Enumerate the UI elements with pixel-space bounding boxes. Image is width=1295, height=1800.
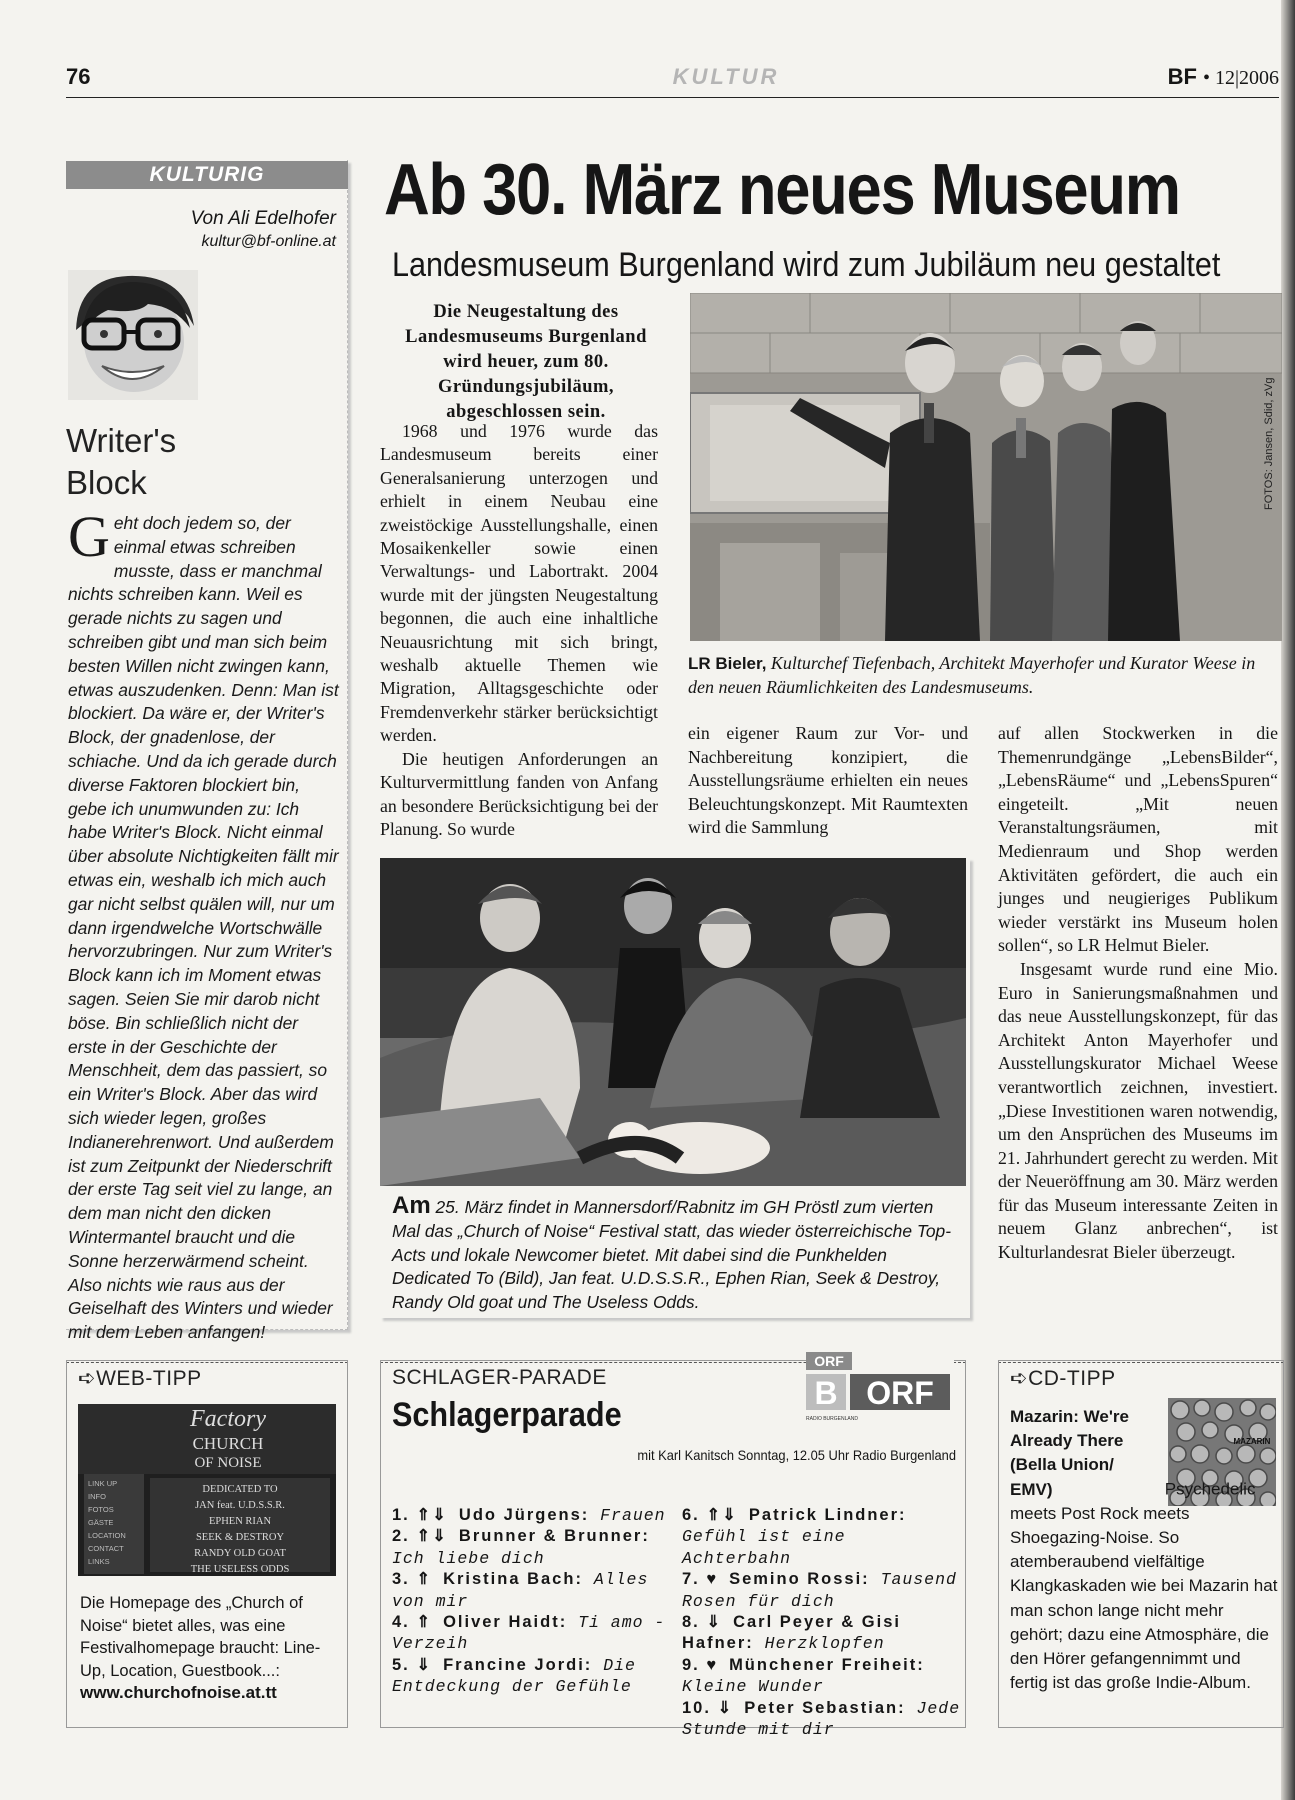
- chart-artist: Peter Sebastian:: [744, 1698, 906, 1717]
- column-text: [68, 504, 340, 1345]
- chart-entry: [392, 1655, 672, 1698]
- chart-entry: [682, 1505, 962, 1569]
- chart-rank: 2. ⇑⇓: [392, 1527, 448, 1546]
- column-body: eht doch jedem so, der einmal etwas schreiben musste, dass er manchmal nichts schreiben kann. Weil es gerade nichts zu sagen und schreiben gibt und man sich beim besten Willen nicht zwingen kann, etwas auszudenken. Denn: Man ist blockiert. Da wäre er, der Writer's Block, der gnadenlose, der schiache. Und da ich gerade durch diverse Faktoren blockiert bin, gebe ich unumwunden zu: Ich habe Writer's Block. Nicht einmal über absolute Nichtigkeiten fällt mir etwas ein, weshalb ich mich auch gar nicht selbst quälen will, nur um dann irgendwelche Wortschwälle hervorzubringen. Nur zum Writer's Block kann ich im Moment etwas sagen. Seien Sie mir darob nicht böse. Bin schließlich nicht der erste in der Geschichte der Menschheit, dem das passiert, so ein Writer's Block. Aber das wird sich wieder legen, großes Indianerehrenwort. Und außerdem ist zum Zeitpunkt der Niederschrift der erste Tag seit viel zu lange, an dem man nicht den dicken Wintermantel braucht und die Sonne herzerwärmend scheint. Also nichts wie raus aus der Geiselhaft des Winters und wieder mit dem Leben anfangen!: [68, 513, 339, 1343]
- dropcap: G: [68, 504, 110, 569]
- page-header: [66, 62, 1279, 98]
- article-headline: Ab 30. März neues Museum: [384, 150, 1180, 230]
- caption1-text: Kulturchef Tiefenbach, Architekt Mayerhofer und Kurator Weese in den neuen Räumlichkeiten des Landesmuseums.: [688, 653, 1256, 697]
- chart-entry: [392, 1526, 672, 1569]
- web-image-factory: Factory: [190, 1406, 266, 1432]
- web-menu-2: FOTOS: [88, 1505, 114, 1514]
- web-image-church: CHURCH: [192, 1434, 264, 1453]
- chart-entry: [682, 1698, 962, 1741]
- chart-rank: 1. ⇑⇓: [392, 1506, 448, 1524]
- web-menu-1: INFO: [88, 1492, 106, 1501]
- cd-tipp-text: [1010, 1405, 1278, 1695]
- column-title: [66, 420, 336, 504]
- article-subhead: Landesmuseum Burgenland wird zum Jubiläum neu gestaltet: [392, 246, 1221, 284]
- album-cover-title: MAZARIN: [1233, 1437, 1271, 1446]
- orf-logo-small: RADIO BURGENLAND: [806, 1416, 858, 1422]
- web-lineup-5: THE USELESS ODDS: [190, 1564, 290, 1575]
- chart-entry: [682, 1569, 962, 1612]
- chart-artist: Semino Rossi:: [729, 1570, 870, 1589]
- chart-rank: 10. ⇓: [682, 1698, 734, 1717]
- chart-artist: Francine Jordi:: [443, 1655, 593, 1674]
- chart-song: Ti amo - Verzeih: [392, 1613, 666, 1654]
- issue-number: 12|2006: [1214, 67, 1279, 89]
- web-menu-3: GÄSTE: [88, 1518, 114, 1527]
- chart-song: Alles von mir: [392, 1570, 649, 1611]
- orf-radio-burgenland-logo: [806, 1348, 954, 1430]
- chart-list-right: [682, 1505, 962, 1740]
- column-title-line2: Block: [66, 464, 147, 501]
- cd-tipp-title: Mazarin: We're Already There (Bella Union/ EMV): [1010, 1407, 1129, 1499]
- column-byline: Von Ali Edelhofer: [190, 208, 336, 229]
- article-lede: Die Neugestaltung des Landesmuseums Burgenland wird heuer, zum 80. Gründungsjubiläum, abgeschlossen sein.: [405, 302, 647, 422]
- photo-credit: FOTOS: Jansen, Sdid, zVg: [1263, 377, 1275, 510]
- chart-song: Jede Stunde mit dir: [682, 1698, 961, 1740]
- chart-song: Kleine Wunder: [682, 1677, 824, 1697]
- orf-logo-top: ORF: [814, 1353, 844, 1369]
- orf-logo-orf: ORF: [866, 1375, 934, 1411]
- orf-logo-b: B: [814, 1375, 838, 1411]
- museum-photo: [690, 293, 1282, 641]
- article-column-1: [380, 420, 658, 841]
- church-of-noise-website-screenshot[interactable]: [78, 1404, 336, 1576]
- chart-entry: [392, 1569, 672, 1612]
- web-lineup-3: SEEK & DESTROY: [195, 1532, 285, 1543]
- author-portrait: [68, 270, 198, 400]
- chart-rank: 3. ⇑: [392, 1570, 433, 1589]
- chart-list-left: [392, 1505, 672, 1698]
- chart-artist: Münchener Freiheit:: [729, 1655, 925, 1674]
- web-tipp-url[interactable]: www.churchofnoise.at.tt: [80, 1683, 277, 1703]
- web-tipp-label: ➪WEB-TIPP: [78, 1367, 202, 1390]
- chart-entry: [682, 1612, 962, 1655]
- cd-tipp-label: ➪CD-TIPP: [1010, 1367, 1116, 1390]
- schlager-subtitle: mit Karl Kanitsch Sonntag, 12.05 Uhr Radio Burgenland: [637, 1447, 956, 1463]
- web-image-of-noise: OF NOISE: [194, 1455, 262, 1471]
- chart-song: Die Entdeckung der Gefühle: [392, 1655, 636, 1697]
- article-paragraph-5: Insgesamt wurde rund eine Mio. Euro in Sanierungsmaßnahmen und das neue Ausstellungskonzept, für das Architekt Anton Mayerhofer und Ausstellungskurator Michael Weese verantwortlich zeichnen, investiert. „Diese Investitionen waren notwendig, um den Ansprüchen des Museums im 21. Jahrhundert gerecht zu werden. Mit der Neueröffnung am 30. März werden für das Museum interessante Zeiten in neuem Glanz anbrechen“, ist Kulturlandesrat Bieler überzeugt.: [998, 958, 1278, 1263]
- article-paragraph-3: ein eigener Raum zur Vor- und Nachbereitung konzipiert, die Ausstellungsräume erhielten ein neues Beleuchtungskonzept. Mit Raumtexten wird die Sammlung: [688, 723, 968, 838]
- caption1-bold: LR Bieler,: [688, 654, 767, 673]
- chart-rank: 7. ♥: [682, 1570, 719, 1589]
- web-lineup-1: JAN feat. U.D.S.S.R.: [195, 1500, 285, 1511]
- chart-artist: Patrick Lindner:: [748, 1506, 907, 1524]
- web-tipp-description: Die Homepage des „Church of Noise“ bietet alles, was eine Festivalhomepage braucht: Line-Up, Location, Guestbook...:: [80, 1594, 321, 1680]
- chart-rank: 5. ⇓: [392, 1655, 433, 1674]
- cd-tipp-review: Psychedelic meets Post Rock meets Shoegazing-Noise. So atemberaubend vielfältige Klangkaskaden wie bei Mazarin hat man schon lange nicht mehr gehört; dazu eine Atmosphäre, die den Hörer gefangennimmt und fertig ist das große Indie-Album.: [1010, 1479, 1278, 1693]
- chart-rank: 6. ⇑⇓: [682, 1506, 738, 1524]
- chart-song: Ich liebe dich: [392, 1548, 545, 1568]
- chart-rank: 9. ♥: [682, 1655, 719, 1674]
- chart-rank: 4. ⇑: [392, 1613, 433, 1632]
- header-separator: •: [1202, 67, 1210, 89]
- column-email[interactable]: kultur@bf-online.at: [201, 233, 336, 250]
- chart-artist: Kristina Bach:: [443, 1570, 583, 1589]
- web-menu-6: LINKS: [88, 1557, 110, 1566]
- schlager-label: SCHLAGER-PARADE: [392, 1366, 607, 1389]
- web-tipp-text: [80, 1592, 336, 1705]
- web-menu-4: LOCATION: [88, 1531, 126, 1540]
- brand-name: BF: [1167, 64, 1197, 89]
- web-lineup-0: DEDICATED TO: [202, 1484, 278, 1495]
- web-lineup-4: RANDY OLD GOAT: [194, 1548, 286, 1559]
- caption2-lead: Am: [392, 1192, 431, 1219]
- chart-entry: [682, 1655, 962, 1698]
- chart-song: Herzklopfen: [764, 1634, 885, 1654]
- schlager-title: Schlagerparade: [392, 1396, 622, 1434]
- chart-artist: Carl Peyer & Gisi Hafner:: [682, 1613, 901, 1653]
- chart-song: Tausend Rosen für dich: [682, 1570, 957, 1611]
- museum-photo-caption: [688, 651, 1278, 699]
- article-column-2: [688, 722, 968, 840]
- chart-artist: Udo Jürgens:: [458, 1506, 590, 1524]
- chart-song: Gefühl ist eine Achterbahn: [682, 1527, 846, 1568]
- column-label: KULTURIG: [66, 161, 348, 189]
- chart-entry: [392, 1505, 672, 1526]
- band-photo: [380, 858, 966, 1186]
- page-number: 76: [66, 64, 91, 89]
- chart-artist: Oliver Haidt:: [443, 1613, 568, 1632]
- article-column-3: [998, 722, 1278, 1265]
- caption2-text: 25. März findet in Mannersdorf/Rabnitz im GH Pröstl zum vierten Mal das „Church of Noise“ Festival statt, das wieder österreichische Top-Acts und lokale Newcomer bietet. Mit dabei sind die Punkhelden Dedicated To (Bild), Jan feat. U.D.S.S.R., Ephen Rian, Seek & Destroy, Randy Old goat und The Useless Odds.: [392, 1197, 951, 1312]
- web-menu-5: CONTACT: [88, 1544, 124, 1553]
- chart-entry: [392, 1612, 672, 1655]
- article-paragraph-1: 1968 und 1976 wurde das Landesmuseum bereits einer Generalsanierung unterzogen und erhielt in einem Neubau eine zweistöckige Ausstellungshalle, einen Mosaikenkeller sowie einen Verwaltungs- und Labortrakt. 2004 wurde mit der jüngsten Neugestaltung begonnen, die auch eine inhaltliche Neuausrichtung mit sich bringt, weshalb aktuelle Themen wie Migration, Alltagsgeschichte oder Fremdenverkehr stärker berücksichtigt werden.: [380, 421, 658, 746]
- band-photo-caption: [392, 1192, 964, 1314]
- web-menu-0: LINK UP: [88, 1479, 118, 1488]
- article-paragraph-2: Die heutigen Anforderungen an Kulturvermittlung fanden von Anfang an besondere Berücksichtigung bei der Planung. So wurde: [380, 748, 658, 839]
- issue-info: [1168, 64, 1279, 90]
- chart-rank: 8. ⇓: [682, 1613, 723, 1632]
- column-title-line1: Writer's: [66, 422, 177, 459]
- article-paragraph-4: auf allen Stockwerken in die Themenrundgänge „LebensBilder“, „LebensRäume“ und „LebensSpuren“ eingeteilt. „Mit neuen Veranstaltungsräumen, mit Medienraum und Shop werden Aktivitäten gefördert, die auch ein junges und neugieriges Publikum wieder verstärkt ins Museum holen sollen“, so LR Helmut Bieler.: [998, 723, 1278, 956]
- web-lineup-2: EPHEN RIAN: [208, 1516, 272, 1527]
- chart-artist: Brunner & Brunner:: [458, 1527, 650, 1546]
- section-title: KULTUR: [672, 64, 780, 89]
- chart-song: Frauen: [600, 1506, 666, 1525]
